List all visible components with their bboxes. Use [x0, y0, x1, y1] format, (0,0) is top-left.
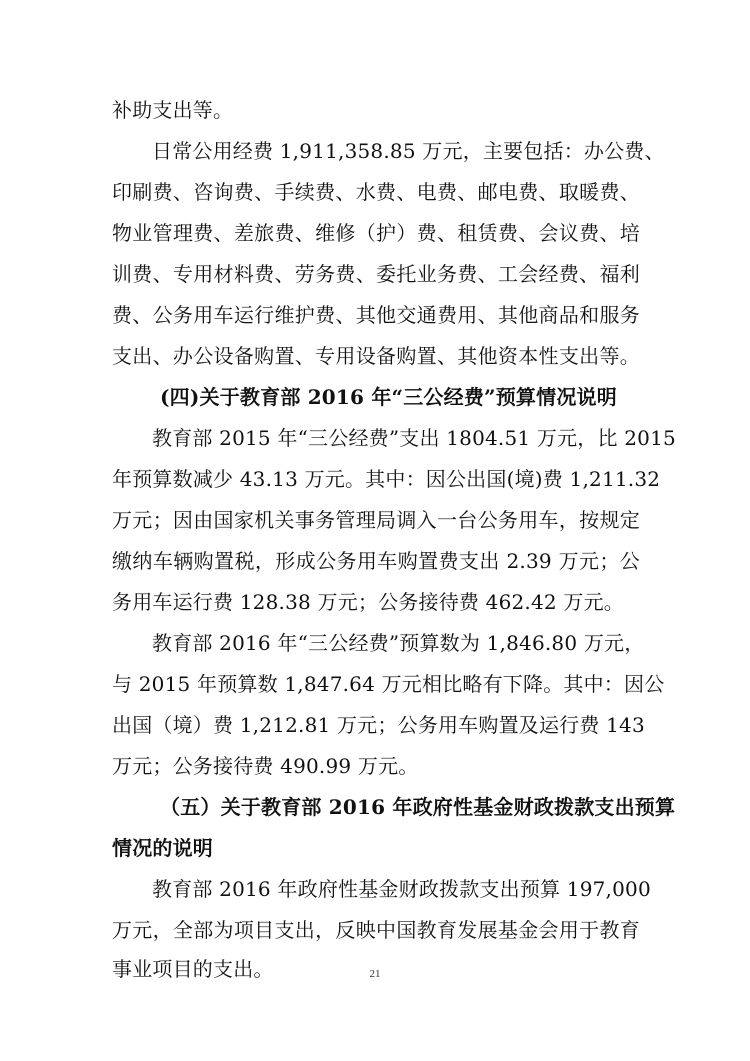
paragraph-line: 物业管理费、差旅费、维修（护）费、租赁费、会议费、培 — [112, 221, 640, 245]
paragraph-line: 事业项目的支出。 — [112, 957, 274, 981]
paragraph-line: 出国（境）费 1,212.81 万元；公务用车购置及运行费 143 — [112, 713, 645, 737]
paragraph-line: 教育部 2016 年政府性基金财政拨款支出预算 197,000 — [152, 877, 651, 901]
paragraph-line: 教育部 2015 年“三公经费”支出 1804.51 万元，比 2015 — [152, 426, 676, 450]
paragraph-line: 印刷费、咨询费、手续费、水费、电费、邮电费、取暖费、 — [112, 180, 640, 204]
paragraph-line: 务用车运行费 128.38 万元；公务接待费 462.42 万元。 — [112, 590, 624, 614]
paragraph-line: 补助支出等。 — [112, 98, 234, 122]
paragraph-line: 万元；公务接待费 490.99 万元。 — [112, 754, 419, 778]
paragraph-line: 费、公务用车运行维护费、其他交通费用、其他商品和服务 — [112, 303, 640, 327]
paragraph-line: 万元，全部为项目支出，反映中国教育发展基金会用于教育 — [112, 918, 640, 942]
section-heading-5-cont: 情况的说明 — [112, 836, 213, 860]
paragraph-line: 日常公用经费 1,911,358.85 万元，主要包括：办公费、 — [152, 139, 665, 163]
paragraph-line: 年预算数减少 43.13 万元。其中：因公出国(境)费 1,211.32 — [112, 467, 661, 491]
paragraph-line: 支出、办公设备购置、专用设备购置、其他资本性支出等。 — [112, 344, 640, 368]
paragraph-line: 训费、专用材料费、劳务费、委托业务费、工会经费、福利 — [112, 262, 640, 286]
paragraph-line: 缴纳车辆购置税，形成公务用车购置费支出 2.39 万元；公 — [112, 549, 640, 573]
paragraph-line: 与 2015 年预算数 1,847.64 万元相比略有下降。其中：因公 — [112, 672, 665, 696]
paragraph-line: 万元；因由国家机关事务管理局调入一台公务用车，按规定 — [112, 508, 640, 532]
paragraph-line: 教育部 2016 年“三公经费”预算数为 1,846.80 万元， — [152, 631, 645, 655]
page-number: 21 — [369, 968, 381, 980]
section-heading-4: (四)关于教育部 2016 年“三公经费”预算情况说明 — [160, 385, 617, 409]
section-heading-5: （五）关于教育部 2016 年政府性基金财政拨款支出预算 — [160, 795, 676, 819]
